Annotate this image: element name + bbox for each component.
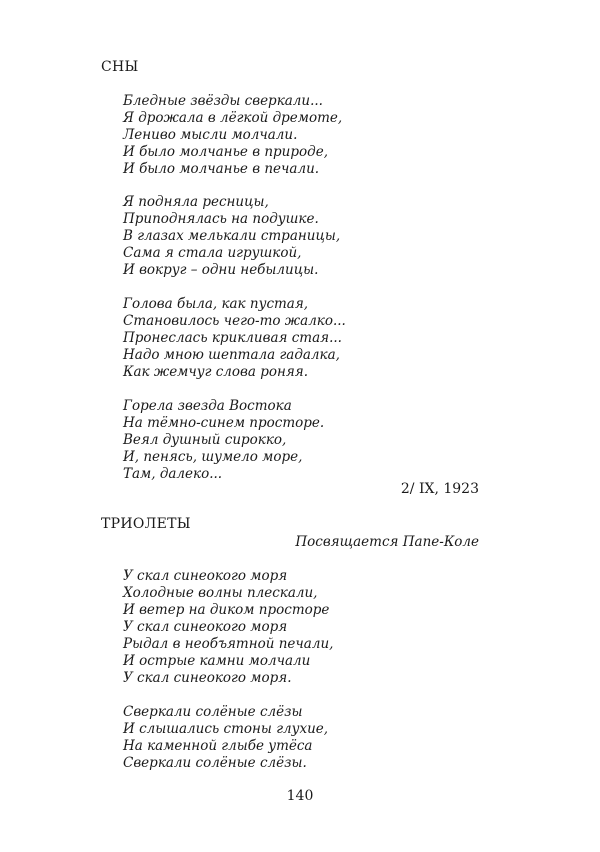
poem-line: На каменной глыбе утёса [123,738,313,754]
poem-line: И вокруг – одни небылицы. [123,262,319,278]
poem-line: И слышались стоны глухие, [123,721,329,737]
poem-title-sny: СНЫ [101,59,139,75]
poem1-stanza-4 [123,398,324,483]
poem-line: Сверкали солёные слёзы. [123,755,307,771]
poem-line: Я дрожала в лёгкой дремоте, [123,110,343,126]
poem-line: У скал синеокого моря [123,568,288,584]
poem-line: Становилось чего-то жалко... [123,313,346,329]
poem-line: Приподнялась на подушке. [123,211,319,227]
poem-line: Бледные звёзды сверкали... [123,93,323,109]
poem1-stanza-3 [123,296,346,381]
poem-line: И острые камни молчали [123,653,311,669]
poem-line: На тёмно-синем просторе. [123,415,325,431]
poem-line: У скал синеокого моря [123,619,288,635]
poem-line: Горела звезда Востока [123,398,292,414]
poem-line: И ветер на диком просторе [123,602,330,618]
poem-line: В глазах мелькали страницы, [123,228,341,244]
poem-line: И было молчанье в печали. [123,161,320,177]
poem1-stanza-2 [123,194,340,279]
page-number: 140 [286,788,314,804]
poem-line: Пронеслась крикливая стая... [123,330,342,346]
poem-line: Холодные волны плескали, [123,585,318,601]
poem-line: Лениво мысли молчали. [123,127,298,143]
poem-line: Сама я стала игрушкой, [123,245,302,261]
poem-title-trioleti: ТРИОЛЕТЫ [101,516,191,532]
poem-line: Как жемчуг слова роняя. [123,364,309,380]
poem-line: Там, далеко... [123,466,223,482]
poem1-stanza-1 [123,93,342,178]
poem-line: И было молчанье в природе, [123,144,328,160]
poem-date: 2/ IX, 1923 [400,481,479,497]
poem-line: Я подняла ресницы, [123,194,269,210]
poem2-stanza-2 [123,704,328,772]
poem-line: Веял душный сирокко, [123,432,287,448]
poem-line: Сверкали солёные слёзы [123,704,303,720]
poem-dedication: Посвящается Папе-Коле [295,534,479,550]
poem-line: Голова была, как пустая, [123,296,309,312]
poem2-stanza-1 [123,568,333,687]
poem-line: Рыдал в необъятной печали, [123,636,334,652]
poem-line: У скал синеокого моря. [123,670,292,686]
poem-line: И, пенясь, шумело море, [123,449,303,465]
poem-line: Надо мною шептала гадалка, [123,347,340,363]
